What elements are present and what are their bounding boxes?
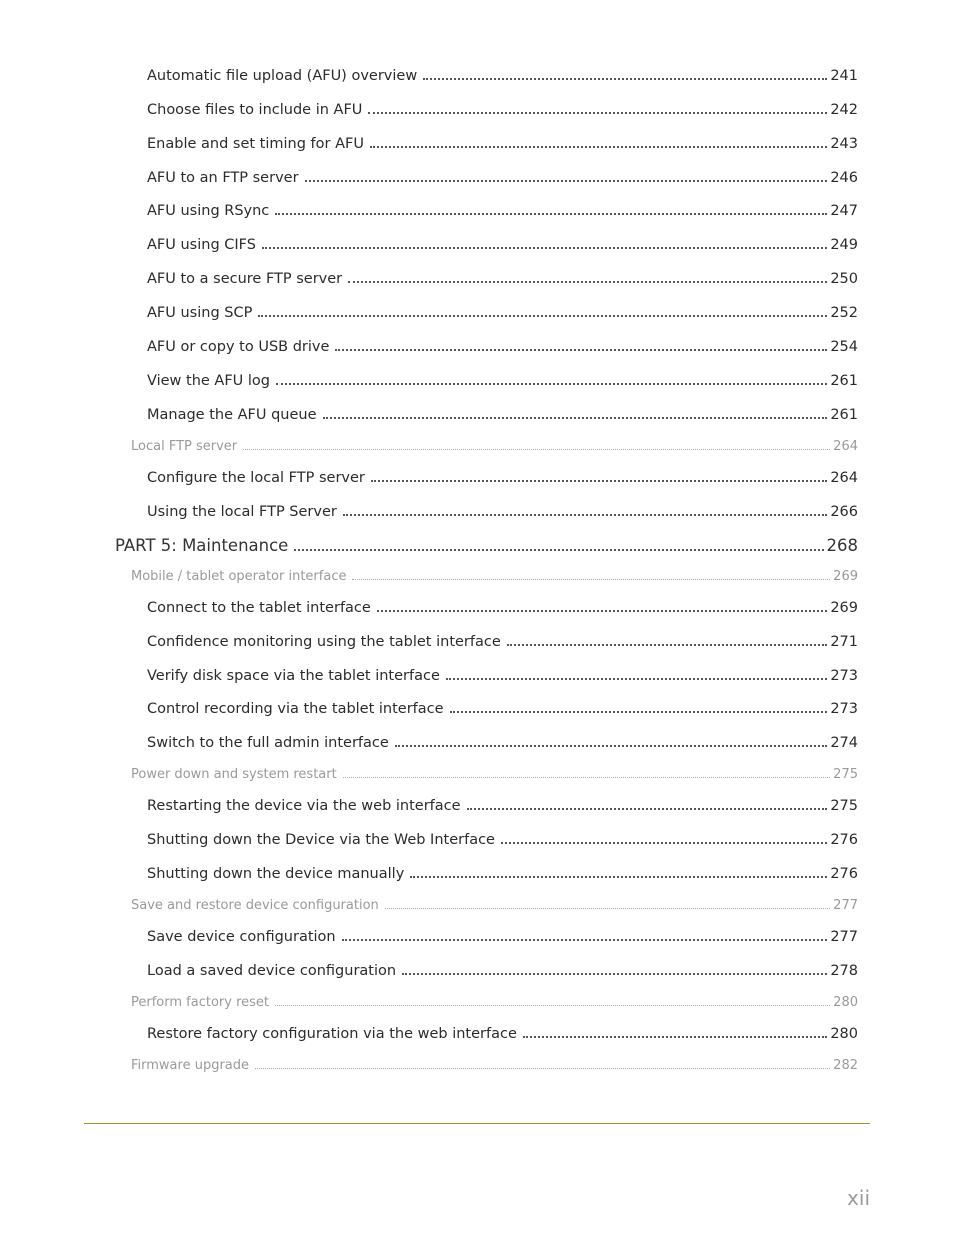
toc-entry-title: Save and restore device configuration <box>131 898 379 913</box>
toc-entry-title: AFU using CIFS <box>147 237 256 253</box>
toc-entry-title: Configure the local FTP server <box>147 470 365 486</box>
toc-leader-dots <box>501 838 827 844</box>
toc-entry[interactable] <box>147 1026 858 1042</box>
toc-entry-page: 241 <box>830 68 858 84</box>
toc-leader-dots <box>275 1001 830 1006</box>
toc-entry[interactable] <box>147 866 858 882</box>
toc-entry-page: 264 <box>830 470 858 486</box>
toc-entry[interactable] <box>147 929 858 945</box>
toc-entry-page: 273 <box>830 668 858 684</box>
toc-entry-page: 250 <box>830 271 858 287</box>
toc-entry-title: Connect to the tablet interface <box>147 600 371 616</box>
toc-entry[interactable] <box>147 701 858 717</box>
toc-entry-page: 252 <box>830 305 858 321</box>
toc-entry-title: Load a saved device configuration <box>147 963 397 979</box>
toc-leader-dots <box>348 277 827 283</box>
toc-entry[interactable] <box>147 832 858 848</box>
toc-leader-dots <box>343 773 830 778</box>
toc-entry-title: AFU using RSync <box>147 203 270 219</box>
toc-entry[interactable] <box>115 536 858 555</box>
toc-entry-title: Verify disk space via the tablet interface <box>147 668 440 684</box>
toc-leader-dots <box>423 74 827 80</box>
toc-entry[interactable] <box>147 68 858 84</box>
toc-entry[interactable] <box>147 373 858 389</box>
toc-leader-dots <box>262 243 827 249</box>
toc-entry-page: 280 <box>833 995 858 1010</box>
toc-entry-title: Restarting the device via the web interface <box>147 798 461 814</box>
toc-entry-title: Confidence monitoring using the tablet interface <box>147 634 501 650</box>
toc-entry[interactable] <box>131 767 858 782</box>
toc-entry-title: View the AFU log <box>147 373 271 389</box>
toc-entry-page: 246 <box>830 170 858 186</box>
toc-entry-title: Switch to the full admin interface <box>147 735 389 751</box>
toc-entry-page: 269 <box>830 600 858 616</box>
toc-entry[interactable] <box>147 407 858 423</box>
toc-entry[interactable] <box>131 898 858 913</box>
toc-entry-page: 271 <box>830 634 858 650</box>
toc-entry-title: Restore factory configuration via the web interface <box>147 1026 517 1042</box>
toc-entry-page: 261 <box>830 407 858 423</box>
toc-leader-dots <box>507 640 828 646</box>
toc-leader-dots <box>467 804 828 810</box>
toc-entry-title: Perform factory reset <box>131 995 269 1010</box>
toc-entry-title: Power down and system restart <box>131 767 337 782</box>
toc-entry-title: Enable and set timing for AFU <box>147 136 364 152</box>
toc-leader-dots <box>323 413 828 419</box>
toc-entry-page: 276 <box>830 866 858 882</box>
toc-entry[interactable] <box>147 470 858 486</box>
toc-entry-title: Control recording via the tablet interface <box>147 701 444 717</box>
toc-entry[interactable] <box>131 569 858 584</box>
toc-entry[interactable] <box>131 1058 858 1073</box>
toc-entry[interactable] <box>147 634 858 650</box>
toc-leader-dots <box>377 606 827 612</box>
toc-entry-title: Using the local FTP Server <box>147 504 337 520</box>
toc-entry-title: AFU or copy to USB drive <box>147 339 330 355</box>
toc-entry-title: Mobile / tablet operator interface <box>131 569 347 584</box>
toc-entry-page: 243 <box>830 136 858 152</box>
toc-entry-page: 277 <box>830 929 858 945</box>
toc-entry-title: Local FTP server <box>131 439 238 454</box>
toc-leader-dots <box>385 904 830 909</box>
toc-entry[interactable] <box>147 237 858 253</box>
toc-leader-dots <box>402 969 827 975</box>
toc-entry[interactable] <box>147 271 858 287</box>
toc-entry-page: 261 <box>830 373 858 389</box>
toc-leader-dots <box>410 872 827 878</box>
toc-entry[interactable] <box>147 136 858 152</box>
toc-entry-title: AFU to a secure FTP server <box>147 271 343 287</box>
toc-entry[interactable] <box>131 439 858 454</box>
page-number: xii <box>847 1186 870 1210</box>
toc-leader-dots <box>275 209 827 215</box>
toc-entry[interactable] <box>131 995 858 1010</box>
toc-leader-dots <box>352 575 830 580</box>
toc-entry[interactable] <box>147 600 858 616</box>
toc-leader-dots <box>343 510 827 516</box>
toc-leader-dots <box>450 707 828 713</box>
toc-leader-dots <box>276 379 827 385</box>
toc-entry-page: 268 <box>826 536 858 555</box>
toc-leader-dots <box>523 1032 827 1038</box>
toc-leader-dots <box>368 108 827 114</box>
toc-entry-title: Firmware upgrade <box>131 1058 250 1073</box>
toc-leader-dots <box>243 445 830 450</box>
toc-entry-title: Manage the AFU queue <box>147 407 317 423</box>
toc-entry-title: PART 5: Maintenance <box>115 536 289 555</box>
toc-entry-page: 274 <box>830 735 858 751</box>
toc-leader-dots <box>335 345 827 351</box>
toc-entry-title: Automatic file upload (AFU) overview <box>147 68 418 84</box>
toc-entry-page: 266 <box>830 504 858 520</box>
toc-leader-dots <box>294 545 823 551</box>
toc-entry[interactable] <box>147 305 858 321</box>
toc-entry-page: 273 <box>830 701 858 717</box>
toc-entry-page: 254 <box>830 339 858 355</box>
toc-entry-page: 277 <box>833 898 858 913</box>
toc-entry-page: 278 <box>830 963 858 979</box>
toc-entry-page: 247 <box>830 203 858 219</box>
toc-entry[interactable] <box>147 339 858 355</box>
toc-entry[interactable] <box>147 504 858 520</box>
toc-entry-page: 269 <box>833 569 858 584</box>
toc-leader-dots <box>255 1064 830 1069</box>
toc-entry-page: 280 <box>830 1026 858 1042</box>
toc-leader-dots <box>395 741 828 747</box>
toc-entry-page: 249 <box>830 237 858 253</box>
toc-entry-page: 275 <box>833 767 858 782</box>
footer-rule <box>84 1123 870 1124</box>
toc-entry-title: AFU to an FTP server <box>147 170 299 186</box>
toc-entry-title: AFU using SCP <box>147 305 253 321</box>
toc-entry-title: Shutting down the device manually <box>147 866 405 882</box>
toc-leader-dots <box>446 674 827 680</box>
toc-entry-page: 242 <box>830 102 858 118</box>
toc-leader-dots <box>342 935 828 941</box>
toc-entry[interactable] <box>147 963 858 979</box>
toc-leader-dots <box>371 476 827 482</box>
toc-entry[interactable] <box>147 102 858 118</box>
toc-entry-page: 275 <box>830 798 858 814</box>
toc-entry-title: Choose files to include in AFU <box>147 102 363 118</box>
toc-entry-title: Shutting down the Device via the Web Interface <box>147 832 495 848</box>
toc-entry[interactable] <box>147 170 858 186</box>
toc-entry[interactable] <box>147 798 858 814</box>
toc-leader-dots <box>370 142 827 148</box>
toc-entry[interactable] <box>147 735 858 751</box>
toc-entry[interactable] <box>147 668 858 684</box>
toc-entry[interactable] <box>147 203 858 219</box>
toc-leader-dots <box>258 311 827 317</box>
toc-entry-page: 282 <box>833 1058 858 1073</box>
toc-entry-page: 264 <box>833 439 858 454</box>
toc-leader-dots <box>305 176 828 182</box>
toc-entry-page: 276 <box>830 832 858 848</box>
toc-entry-title: Save device configuration <box>147 929 336 945</box>
